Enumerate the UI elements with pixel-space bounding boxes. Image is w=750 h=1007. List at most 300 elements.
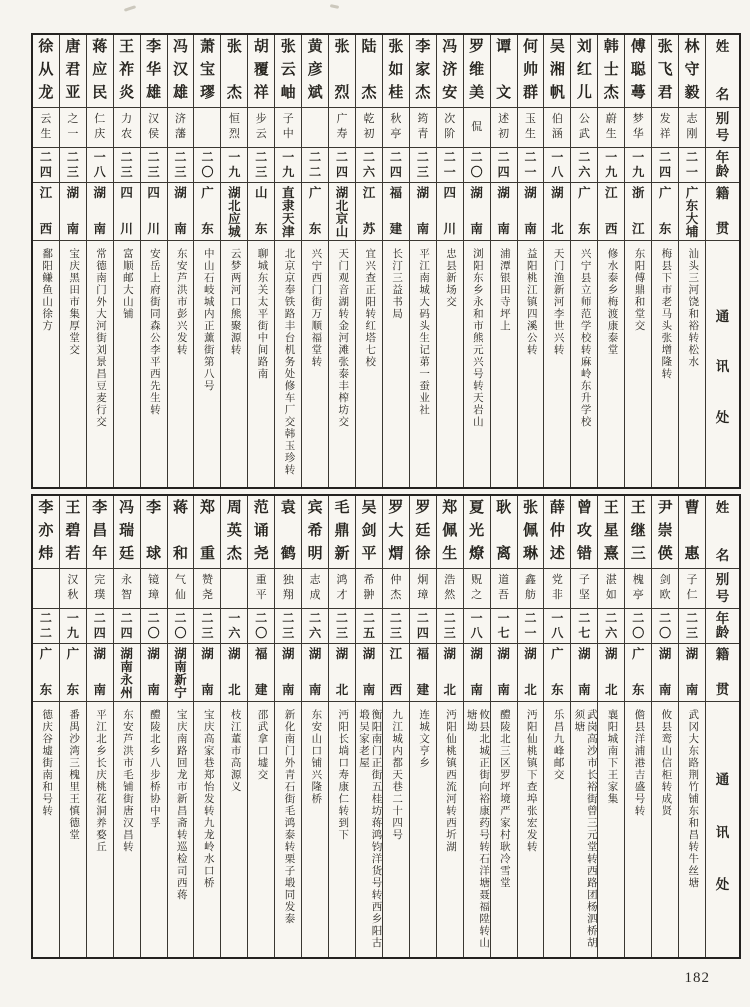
cell-address: 益阳桃江镇四溪公转 — [525, 248, 537, 356]
cell-name: 韩 士 杰 — [598, 35, 624, 108]
cell-address: 九江城内都天巷二十四号 — [391, 709, 403, 841]
cell-alias: 广 寿 — [329, 108, 355, 148]
cell-native: 广 东 — [33, 644, 59, 702]
cell-alias: 湛 如 — [598, 569, 624, 609]
person-column — [651, 496, 678, 957]
cell-native: 山 东 — [248, 183, 274, 241]
cell-alias — [194, 108, 220, 148]
cell-native: 江 西 — [33, 183, 59, 241]
cell-age: 二 〇 — [464, 148, 490, 183]
cell-age: 二 三 — [383, 609, 409, 644]
cell-age: 二 六 — [598, 609, 624, 644]
cell-age: 二 三 — [679, 609, 705, 644]
cell-address: 平江北乡长庆桃花洞养婺丘 — [95, 709, 106, 853]
cell-age: 二 四 — [410, 609, 436, 644]
cell-name: 何 帅 群 — [518, 35, 544, 108]
cell-name: 李 球 — [141, 496, 167, 569]
scan-mark — [124, 5, 136, 12]
cell-name: 范 诵 尧 — [248, 496, 274, 569]
person-column — [220, 496, 247, 957]
cell-address: 聊城东关太平街中间路南 — [256, 248, 268, 380]
cell-age: 二 一 — [518, 148, 544, 183]
cell-alias: 乾 初 — [356, 108, 382, 148]
cell-native: 湖 南 — [571, 644, 597, 702]
cell-age: 二 一 — [679, 148, 705, 183]
cell-native: 湖 北 — [437, 644, 463, 702]
cell-age: 二 五 — [356, 609, 382, 644]
cell-name: 罗 大 煟 — [383, 496, 409, 569]
person-column — [59, 35, 86, 487]
cell-age: 一 九 — [60, 609, 86, 644]
cell-name: 李 昌 年 — [87, 496, 113, 569]
cell-address: 兴宁县立师范学校转麻岭东升学校 — [579, 248, 591, 428]
cell-name: 张 杰 — [221, 35, 247, 108]
cell-address: 中山石岐城内正薰街第八号 — [202, 248, 214, 392]
cell-name: 胡 覆 祥 — [248, 35, 274, 108]
cell-address: 修水泰乡梅渡康泰堂 — [606, 248, 618, 356]
cell-age: 二 〇 — [194, 148, 220, 183]
cell-native: 湖 北 — [329, 644, 355, 702]
cell-age: 一 九 — [625, 148, 651, 183]
cell-native: 浙 江 — [625, 183, 651, 241]
person-column — [570, 35, 597, 487]
person-column — [59, 496, 86, 957]
cell-age: 二 四 — [329, 148, 355, 183]
cell-age: 二 一 — [437, 148, 463, 183]
person-column — [193, 496, 220, 957]
cell-address: 兴宁西门街万顺福堂转 — [310, 248, 322, 368]
cell-native: 湖 南 — [275, 644, 301, 702]
cell-address: 长汀三益书局 — [391, 248, 403, 320]
cell-name: 张 飞 君 — [652, 35, 678, 108]
row-header-age: 年 龄 — [706, 609, 739, 644]
cell-native: 江 西 — [598, 183, 624, 241]
cell-age: 二 二 — [302, 148, 328, 183]
person-column — [274, 496, 301, 957]
cell-native: 湖 南 — [410, 183, 436, 241]
cell-alias: 赞 尧 — [194, 569, 220, 609]
cell-native: 广 东 — [60, 644, 86, 702]
cell-native: 湖 南 — [168, 183, 194, 241]
cell-address: 云梦两河口熊聚源转 — [229, 248, 241, 356]
cell-native: 广 东 大 埔 — [679, 183, 705, 241]
cell-name: 李 亦 炜 — [33, 496, 59, 569]
row-header-column — [705, 496, 739, 957]
cell-name: 李 家 杰 — [410, 35, 436, 108]
row-header-name: 姓 名 — [706, 496, 739, 569]
cell-name: 王 星 熹 — [598, 496, 624, 569]
cell-alias: 述 初 — [491, 108, 517, 148]
cell-name: 蒋 和 — [168, 496, 194, 569]
cell-alias: 希 翀 — [356, 569, 382, 609]
person-column — [113, 35, 140, 487]
cell-alias: 党 非 — [544, 569, 570, 609]
person-column — [463, 496, 490, 957]
cell-age: 一 八 — [87, 148, 113, 183]
cell-alias: 梦 华 — [625, 108, 651, 148]
person-column — [543, 35, 570, 487]
cell-address: 宝庆南路回龙市新昌斋转巡检司西蒋 — [175, 709, 187, 901]
cell-alias: 汉 侯 — [141, 108, 167, 148]
cell-alias: 公 武 — [571, 108, 597, 148]
cell-age: 一 九 — [221, 148, 247, 183]
person-column — [597, 496, 624, 957]
cell-alias: 恒 烈 — [221, 108, 247, 148]
cell-age: 二 六 — [356, 148, 382, 183]
cell-alias: 筠 青 — [410, 108, 436, 148]
cell-native: 湖 北 京 山 — [329, 183, 355, 241]
person-column — [436, 35, 463, 487]
person-column — [624, 35, 651, 487]
cell-age: 二 六 — [302, 609, 328, 644]
cell-alias: 子 仁 — [679, 569, 705, 609]
cell-address: 宜兴查正阳转红塔七校 — [364, 248, 376, 368]
cell-age: 二 三 — [248, 148, 274, 183]
person-column — [436, 496, 463, 957]
cell-native: 广 东 — [544, 644, 570, 702]
cell-native: 福 建 — [248, 644, 274, 702]
cell-age: 二 〇 — [168, 609, 194, 644]
cell-alias: 云 生 — [33, 108, 59, 148]
cell-alias: 炯 璋 — [410, 569, 436, 609]
cell-native: 湖 北 — [544, 183, 570, 241]
cell-name: 黄 彦 斌 — [302, 35, 328, 108]
cell-age: 二 六 — [571, 148, 597, 183]
cell-name: 张 佩 琳 — [518, 496, 544, 569]
cell-age: 二 四 — [33, 148, 59, 183]
cell-native: 湖 北 — [221, 644, 247, 702]
cell-alias: 之 一 — [60, 108, 86, 148]
cell-age: 二 三 — [437, 609, 463, 644]
person-column — [33, 496, 59, 957]
cell-address: 常德南门外大河街刘景昌豆麦行交 — [95, 248, 106, 428]
row-header-age: 年 龄 — [706, 148, 739, 183]
person-column — [651, 35, 678, 487]
cell-native: 湖 南 — [491, 644, 517, 702]
person-column — [543, 496, 570, 957]
cell-age: 一 八 — [544, 609, 570, 644]
cell-alias: 秋 亭 — [383, 108, 409, 148]
cell-alias: 力 农 — [114, 108, 140, 148]
cell-name: 傅 聪 蕚 — [625, 35, 651, 108]
cell-native: 江 苏 — [356, 183, 382, 241]
person-column — [463, 35, 490, 487]
cell-address: 沔阳长埫口寿康仁转到下 — [337, 709, 349, 841]
person-column — [517, 35, 544, 487]
cell-name: 周 英 杰 — [221, 496, 247, 569]
person-column — [140, 35, 167, 487]
cell-alias: 步 云 — [248, 108, 274, 148]
row-header-address: 通 讯 处 — [715, 309, 730, 425]
cell-name: 郑 佩 生 — [437, 496, 463, 569]
cell-native: 直 隶 天 津 — [275, 183, 301, 241]
cell-name: 宾 希 明 — [302, 496, 328, 569]
cell-alias: 侃 — [464, 108, 490, 148]
cell-address: 梅县下市老马头张增隆转 — [660, 248, 672, 380]
directory-table-top — [31, 33, 741, 489]
cell-native: 湖 南 — [87, 644, 113, 702]
cell-age: 二 七 — [571, 609, 597, 644]
cell-address: 醴陵北乡八步桥协中孚 — [148, 709, 160, 829]
cell-alias: 子 中 — [275, 108, 301, 148]
cell-age: 一 八 — [544, 148, 570, 183]
cell-age: 二 三 — [194, 609, 220, 644]
person-column — [678, 496, 705, 957]
row-header-name: 姓 名 — [706, 35, 739, 108]
cell-name: 袁 鹤 — [275, 496, 301, 569]
cell-age: 一 八 — [464, 609, 490, 644]
cell-alias — [33, 569, 59, 609]
cell-age: 二 四 — [87, 609, 113, 644]
cell-age: 二 四 — [491, 148, 517, 183]
cell-native: 湖 南 — [464, 644, 490, 702]
person-column — [167, 496, 194, 957]
cell-name: 王 碧 若 — [60, 496, 86, 569]
cell-name: 李 华 雄 — [141, 35, 167, 108]
cell-native: 湖 北 — [518, 644, 544, 702]
cell-age: 二 四 — [652, 148, 678, 183]
cell-name: 耿 离 — [491, 496, 517, 569]
person-column — [490, 35, 517, 487]
cell-address: 天门渔新河李世兴转 — [552, 248, 564, 356]
cell-address: 攸县北城正街向裕康药号转石洋塘聂福陞转山塘坳 — [465, 709, 490, 949]
cell-alias: 汉 秋 — [60, 569, 86, 609]
cell-alias: 玉 生 — [518, 108, 544, 148]
cell-name: 曹 惠 — [679, 496, 705, 569]
person-column — [167, 35, 194, 487]
cell-name: 刘 红 儿 — [571, 35, 597, 108]
cell-alias: 永 智 — [114, 569, 140, 609]
cell-native: 福 建 — [410, 644, 436, 702]
cell-address: 沔阳仙桃镇下查埠张宏发转 — [525, 709, 537, 853]
cell-alias: 独 翔 — [275, 569, 301, 609]
cell-address: 东安山口铺兴隆桥 — [310, 709, 322, 805]
cell-alias: 槐 亭 — [625, 569, 651, 609]
person-column — [570, 496, 597, 957]
cell-address: 攸县鸾山信柜转成贤 — [660, 709, 672, 817]
cell-age: 二 〇 — [248, 609, 274, 644]
cell-native: 湖 北 — [598, 644, 624, 702]
cell-address: 衡阳南门正街五桂坊蒋鸿钧洋货号转西乡阳古塅吴家老屋 — [357, 709, 382, 949]
cell-name: 林 守 毅 — [679, 35, 705, 108]
cell-address: 东阳傅鼎和堂交 — [633, 248, 645, 332]
cell-alias: 鑫 舫 — [518, 569, 544, 609]
cell-address: 儋县洋浦港吉盛号转 — [633, 709, 645, 817]
cell-address: 平江南城大码头生记苐一蚕业社 — [418, 248, 430, 416]
cell-alias: 仁 庆 — [87, 108, 113, 148]
row-header-native: 籍 贯 — [706, 183, 739, 241]
cell-age: 二 三 — [168, 148, 194, 183]
cell-age: 一 六 — [221, 609, 247, 644]
cell-native: 湖 南 — [518, 183, 544, 241]
row-header-address: 通 讯 处 — [715, 772, 730, 893]
cell-native: 广 东 — [194, 183, 220, 241]
cell-age: 二 四 — [383, 148, 409, 183]
person-column — [382, 496, 409, 957]
cell-alias: 蔚 生 — [598, 108, 624, 148]
cell-alias: 道 吾 — [491, 569, 517, 609]
cell-address: 宝庆黑田市集厚堂交 — [68, 248, 80, 356]
cell-age: 二 三 — [410, 148, 436, 183]
person-column — [409, 496, 436, 957]
cell-alias: 鸿 才 — [329, 569, 355, 609]
cell-address: 沔阳仙桃镇西流河转西圻湖 — [444, 709, 456, 853]
cell-address: 德庆谷墟街南和号转 — [41, 709, 53, 817]
cell-address: 醴陵北三区罗坪境严家村耿冷雪堂 — [498, 709, 510, 889]
person-column — [193, 35, 220, 487]
person-column — [86, 496, 113, 957]
cell-address: 天门观音湖转金河滩张泰丰榨坊交 — [337, 248, 349, 428]
person-column — [247, 35, 274, 487]
cell-alias: 子 坚 — [571, 569, 597, 609]
person-column — [140, 496, 167, 957]
cell-alias: 志 成 — [302, 569, 328, 609]
scan-mark — [330, 4, 339, 9]
cell-native: 湖 南 — [194, 644, 220, 702]
cell-address: 枝江董市高源义 — [229, 709, 241, 793]
cell-address: 邵武拿口墟交 — [256, 709, 268, 781]
person-column — [113, 496, 140, 957]
cell-native: 四 川 — [141, 183, 167, 241]
cell-age: 一 九 — [598, 148, 624, 183]
cell-alias: 济 藩 — [168, 108, 194, 148]
cell-address: 北京京奉铁路丰台机务处修车厂交韩玉珍转 — [283, 248, 295, 476]
cell-alias — [221, 569, 247, 609]
cell-name: 萧 宝 璆 — [194, 35, 220, 108]
cell-name: 张 云 岫 — [275, 35, 301, 108]
cell-address: 忠县新场交 — [444, 248, 456, 308]
person-column — [274, 35, 301, 487]
cell-name: 张 如 桂 — [383, 35, 409, 108]
person-column — [624, 496, 651, 957]
cell-alias: 气 仙 — [168, 569, 194, 609]
cell-native: 广 东 — [571, 183, 597, 241]
cell-native: 四 川 — [114, 183, 140, 241]
cell-native: 湖 南 新 宁 — [168, 644, 194, 702]
person-column — [382, 35, 409, 487]
cell-age: 二 三 — [114, 148, 140, 183]
cell-name: 罗 维 美 — [464, 35, 490, 108]
person-column — [597, 35, 624, 487]
directory-table-bottom — [31, 494, 741, 959]
cell-alias: 剑 欧 — [652, 569, 678, 609]
cell-name: 王 继 三 — [625, 496, 651, 569]
person-column — [33, 35, 59, 487]
cell-native: 湖 北 应 城 — [221, 183, 247, 241]
person-column — [301, 496, 328, 957]
cell-alias: 志 刚 — [679, 108, 705, 148]
cell-name: 尹 崇 偀 — [652, 496, 678, 569]
cell-name: 徐 从 龙 — [33, 35, 59, 108]
cell-address: 宝庆高家巷郑怡发转九龙岭水口桥 — [202, 709, 214, 889]
person-column — [220, 35, 247, 487]
cell-native: 福 建 — [383, 183, 409, 241]
cell-native: 湖 南 — [652, 644, 678, 702]
cell-alias: 发 祥 — [652, 108, 678, 148]
person-column — [247, 496, 274, 957]
cell-address: 东安芦洪市彭兴发转 — [175, 248, 187, 356]
cell-native: 四 川 — [437, 183, 463, 241]
cell-age: 二 四 — [114, 609, 140, 644]
cell-native: 湖 南 — [679, 644, 705, 702]
cell-age: 二 三 — [275, 609, 301, 644]
row-header-alias: 别 号 — [706, 108, 739, 148]
cell-address: 新化南门外青石街毛鸿泰转栗子塅同发泰 — [283, 709, 295, 925]
cell-name: 谭 文 — [491, 35, 517, 108]
cell-address: 乐昌九峰邮交 — [552, 709, 564, 781]
person-column — [355, 496, 382, 957]
cell-name: 夏 光 燎 — [464, 496, 490, 569]
cell-address: 武岗高沙市长裕街曾三元堂转西路团杨泗桥胡须塘 — [573, 709, 597, 949]
cell-name: 冯 济 安 — [437, 35, 463, 108]
person-column — [490, 496, 517, 957]
cell-native: 广 东 — [625, 644, 651, 702]
person-column — [86, 35, 113, 487]
cell-native: 湖 南 — [60, 183, 86, 241]
cell-address: 浦潭银田寺坪上 — [498, 248, 510, 332]
cell-alias: 完 璞 — [87, 569, 113, 609]
cell-native: 广 东 — [652, 183, 678, 241]
cell-name: 唐 君 亚 — [60, 35, 86, 108]
row-header-native: 籍 贯 — [706, 644, 739, 702]
cell-native: 湖 南 — [356, 644, 382, 702]
person-column — [328, 496, 355, 957]
cell-name: 罗 廷 徐 — [410, 496, 436, 569]
cell-age: 二 〇 — [652, 609, 678, 644]
cell-name: 冯 瑞 廷 — [114, 496, 140, 569]
cell-name: 毛 鼎 新 — [329, 496, 355, 569]
cell-address: 连城文亨乡 — [418, 709, 430, 769]
cell-alias: 伯 涵 — [544, 108, 570, 148]
cell-native: 湖 南 — [464, 183, 490, 241]
page-number: 182 — [684, 970, 710, 986]
row-header-column — [705, 35, 739, 487]
cell-address: 番禺沙湾三槐里王慎德堂 — [68, 709, 80, 841]
person-column — [328, 35, 355, 487]
cell-age: 二 三 — [141, 148, 167, 183]
cell-age: 二 〇 — [625, 609, 651, 644]
cell-native: 广 东 — [302, 183, 328, 241]
cell-native: 江 西 — [383, 644, 409, 702]
cell-age: 二 三 — [329, 609, 355, 644]
cell-name: 吴 湘 帆 — [544, 35, 570, 108]
cell-native: 湖 南 永 州 — [114, 644, 140, 702]
cell-alias: 次 阶 — [437, 108, 463, 148]
cell-age: 一 九 — [275, 148, 301, 183]
cell-address: 富顺邮大山铺 — [121, 248, 133, 320]
cell-age: 二 三 — [60, 148, 86, 183]
person-column — [301, 35, 328, 487]
cell-name: 薛 仲 述 — [544, 496, 570, 569]
row-header-alias: 别 号 — [706, 569, 739, 609]
cell-name: 冯 汉 雄 — [168, 35, 194, 108]
cell-alias: 重 平 — [248, 569, 274, 609]
cell-alias: 贶 之 — [464, 569, 490, 609]
cell-name: 蒋 应 民 — [87, 35, 113, 108]
cell-age: 二 二 — [33, 609, 59, 644]
cell-name: 吴 剑 平 — [356, 496, 382, 569]
cell-address: 浏阳东乡永和市熊元兴号转天岩山 — [471, 248, 483, 428]
person-column — [517, 496, 544, 957]
cell-native: 湖 南 — [87, 183, 113, 241]
person-column — [355, 35, 382, 487]
cell-age: 一 七 — [491, 609, 517, 644]
cell-address: 汕头三河饶和裕转松水 — [687, 248, 699, 368]
person-column — [409, 35, 436, 487]
cell-address: 武冈大东路荆竹铺东和昌转牛丝塘 — [687, 709, 699, 889]
cell-age: 二 〇 — [141, 609, 167, 644]
cell-address: 鄱阳鳒鱼山徐方 — [41, 248, 53, 332]
